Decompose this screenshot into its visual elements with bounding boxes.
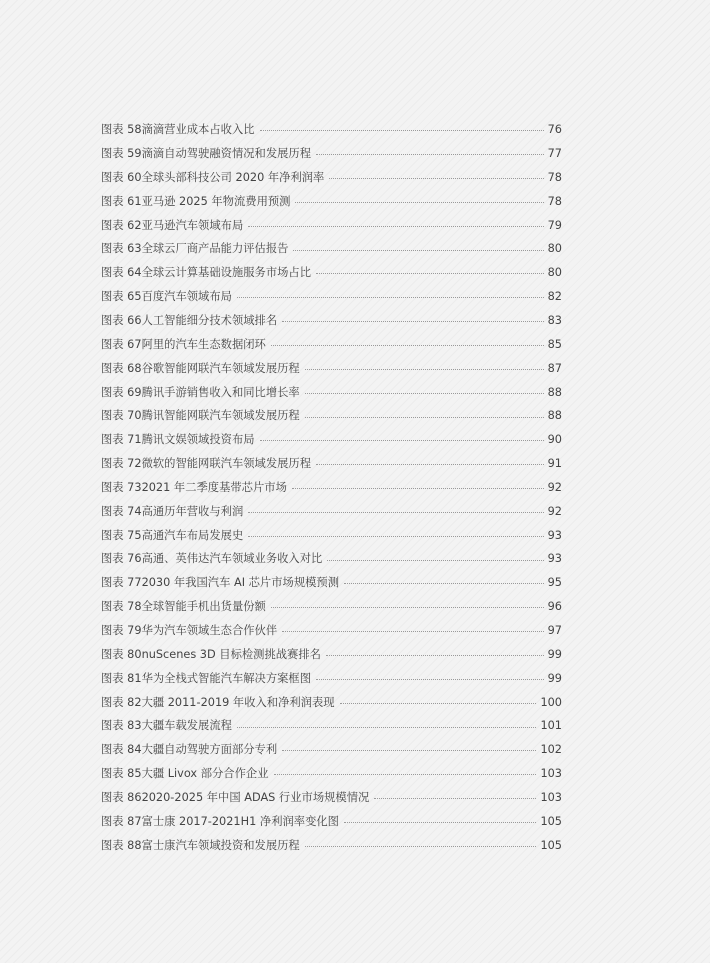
dot-leader xyxy=(305,393,544,394)
dot-leader xyxy=(271,607,544,608)
figure-title: 大疆 2011-2019 年收入和净利润表现 xyxy=(141,695,335,709)
figure-label: 图表 85 xyxy=(101,767,142,781)
figure-label: 图表 79 xyxy=(101,623,142,637)
dot-leader xyxy=(305,417,544,418)
dot-leader xyxy=(374,798,536,799)
page-number: 99 xyxy=(547,647,562,661)
toc-entry[interactable] xyxy=(101,213,562,237)
dot-leader xyxy=(282,631,543,632)
dot-leader xyxy=(316,464,544,465)
page-number: 80 xyxy=(547,242,562,256)
figure-label: 图表 67 xyxy=(101,337,142,351)
page-number: 105 xyxy=(540,814,562,828)
figure-title: 人工智能细分技术领域排名 xyxy=(141,314,278,328)
figure-title: 亚马逊 2025 年物流费用预测 xyxy=(141,194,291,208)
figure-label: 图表 72 xyxy=(101,457,142,471)
dot-leader xyxy=(237,727,536,728)
toc-entry[interactable] xyxy=(101,619,562,643)
figure-label: 图表 64 xyxy=(101,266,142,280)
dot-leader xyxy=(293,250,543,251)
toc-entry[interactable] xyxy=(101,142,562,166)
page-number: 103 xyxy=(540,767,562,781)
toc-entry[interactable] xyxy=(101,762,562,786)
page-number: 105 xyxy=(540,838,562,852)
page-number: 83 xyxy=(547,314,562,328)
dot-leader xyxy=(292,488,544,489)
figure-title: 全球云计算基础设施服务市场占比 xyxy=(141,266,312,280)
toc-entry[interactable] xyxy=(101,595,562,619)
page-number: 78 xyxy=(547,170,562,184)
toc-entry[interactable] xyxy=(101,333,562,357)
page-number: 92 xyxy=(547,504,562,518)
dot-leader xyxy=(248,226,543,227)
page-number: 93 xyxy=(547,528,562,542)
figure-label: 图表 65 xyxy=(101,290,142,304)
page-number: 100 xyxy=(540,695,562,709)
page-number: 78 xyxy=(547,194,562,208)
page-number: 97 xyxy=(547,623,562,637)
toc-entry[interactable] xyxy=(101,547,562,571)
page-number: 79 xyxy=(547,218,562,232)
dot-leader xyxy=(260,440,544,441)
figure-label: 图表 61 xyxy=(101,194,142,208)
figure-label: 图表 82 xyxy=(101,695,142,709)
figure-title: 滴滴营业成本占收入比 xyxy=(141,123,255,137)
figure-label: 图表 70 xyxy=(101,409,142,423)
figure-title: 全球智能手机出货量份额 xyxy=(141,600,266,614)
figure-title: 腾讯智能网联汽车领域发展历程 xyxy=(141,409,300,423)
figure-label: 图表 63 xyxy=(101,242,142,256)
figure-label: 图表 68 xyxy=(101,361,142,375)
figure-title: 大疆车载发展流程 xyxy=(141,719,232,733)
figure-title: 腾讯文娱领域投资布局 xyxy=(141,433,255,447)
toc-entry[interactable] xyxy=(101,738,562,762)
dot-leader xyxy=(282,321,543,322)
figure-label: 图表 87 xyxy=(101,814,142,828)
toc-entry[interactable] xyxy=(101,237,562,261)
toc-entry[interactable] xyxy=(101,786,562,810)
toc-entry[interactable] xyxy=(101,571,562,595)
toc-entry[interactable] xyxy=(101,380,562,404)
figure-label: 图表 80 xyxy=(101,647,142,661)
page-number: 96 xyxy=(547,600,562,614)
toc-entry[interactable] xyxy=(101,285,562,309)
dot-leader xyxy=(316,679,544,680)
figure-title: 华为汽车领域生态合作伙伴 xyxy=(141,623,278,637)
figure-label: 图表 73 xyxy=(101,480,142,494)
figure-title: 高通历年营收与利润 xyxy=(141,504,244,518)
figure-title: 华为全栈式智能汽车解决方案框图 xyxy=(141,671,312,685)
page-number: 77 xyxy=(547,147,562,161)
figure-title: 大疆自动驾驶方面部分专利 xyxy=(141,743,278,757)
toc-entry[interactable] xyxy=(101,118,562,142)
figure-title: 大疆 Livox 部分合作企业 xyxy=(141,767,269,781)
figure-title: 全球头部科技公司 2020 年净利润率 xyxy=(141,170,325,184)
figure-title: 2021 年二季度基带芯片市场 xyxy=(141,480,287,494)
figure-list xyxy=(101,118,562,857)
toc-entry[interactable] xyxy=(101,190,562,214)
toc-entry[interactable] xyxy=(101,643,562,667)
figure-title: 滴滴自动驾驶融资情况和发展历程 xyxy=(141,147,312,161)
figure-label: 图表 84 xyxy=(101,743,142,757)
page-number: 88 xyxy=(547,385,562,399)
figure-title: 亚马逊汽车领域布局 xyxy=(141,218,244,232)
dot-leader xyxy=(340,703,537,704)
figure-label: 图表 74 xyxy=(101,504,142,518)
dot-leader xyxy=(274,774,537,775)
page-number: 76 xyxy=(547,123,562,137)
page-number: 82 xyxy=(547,290,562,304)
figure-title: 百度汽车领域布局 xyxy=(141,290,232,304)
toc-entry[interactable] xyxy=(101,476,562,500)
figure-title: 谷歌智能网联汽车领域发展历程 xyxy=(141,361,300,375)
figure-title: 全球云厂商产品能力评估报告 xyxy=(141,242,289,256)
dot-leader xyxy=(295,202,543,203)
dot-leader xyxy=(248,512,543,513)
page-number: 95 xyxy=(547,576,562,590)
page-number: 85 xyxy=(547,337,562,351)
page-number: 101 xyxy=(540,719,562,733)
toc-entry[interactable] xyxy=(101,428,562,452)
toc-entry[interactable] xyxy=(101,523,562,547)
toc-entry[interactable] xyxy=(101,666,562,690)
figure-label: 图表 81 xyxy=(101,671,142,685)
page-number: 93 xyxy=(547,552,562,566)
figure-title: 微软的智能网联汽车领域发展历程 xyxy=(141,457,312,471)
figure-label: 图表 62 xyxy=(101,218,142,232)
page-number: 87 xyxy=(547,361,562,375)
toc-entry[interactable] xyxy=(101,261,562,285)
dot-leader xyxy=(271,345,544,346)
page-number: 102 xyxy=(540,743,562,757)
page-number: 88 xyxy=(547,409,562,423)
figure-label: 图表 59 xyxy=(101,147,142,161)
figure-label: 图表 66 xyxy=(101,314,142,328)
page-number: 91 xyxy=(547,457,562,471)
figure-title: nuScenes 3D 目标检测挑战赛排名 xyxy=(141,647,321,661)
figure-title: 阿里的汽车生态数据闭环 xyxy=(141,337,266,351)
figure-label: 图表 60 xyxy=(101,170,142,184)
page-number: 80 xyxy=(547,266,562,280)
figure-label: 图表 78 xyxy=(101,600,142,614)
toc-entry[interactable] xyxy=(101,500,562,524)
toc-entry[interactable] xyxy=(101,809,562,833)
figure-label: 图表 75 xyxy=(101,528,142,542)
page-number: 90 xyxy=(547,433,562,447)
figure-label: 图表 83 xyxy=(101,719,142,733)
dot-leader xyxy=(282,750,536,751)
figure-title: 高通、英伟达汽车领域业务收入对比 xyxy=(141,552,323,566)
page-number: 103 xyxy=(540,790,562,804)
figure-title: 2030 年我国汽车 AI 芯片市场规模预测 xyxy=(141,576,340,590)
dot-leader xyxy=(305,846,537,847)
dot-leader xyxy=(305,369,544,370)
dot-leader xyxy=(329,178,543,179)
dot-leader xyxy=(316,273,544,274)
figure-label: 图表 77 xyxy=(101,576,142,590)
dot-leader xyxy=(237,297,544,298)
figure-title: 富士康 2017-2021H1 净利润率变化图 xyxy=(141,814,339,828)
toc-entry[interactable] xyxy=(101,404,562,428)
dot-leader xyxy=(344,822,536,823)
dot-leader xyxy=(344,583,544,584)
page-number: 99 xyxy=(547,671,562,685)
page-number: 92 xyxy=(547,480,562,494)
figure-title: 高通汽车布局发展史 xyxy=(141,528,244,542)
figure-label: 图表 69 xyxy=(101,385,142,399)
dot-leader xyxy=(260,130,544,131)
toc-entry[interactable] xyxy=(101,690,562,714)
toc-entry[interactable] xyxy=(101,356,562,380)
dot-leader xyxy=(326,655,544,656)
toc-entry[interactable] xyxy=(101,452,562,476)
toc-entry[interactable] xyxy=(101,833,562,857)
toc-entry[interactable] xyxy=(101,166,562,190)
figure-label: 图表 86 xyxy=(101,790,142,804)
figure-label: 图表 88 xyxy=(101,838,142,852)
toc-entry[interactable] xyxy=(101,309,562,333)
dot-leader xyxy=(248,536,543,537)
figure-title: 腾讯手游销售收入和同比增长率 xyxy=(141,385,300,399)
dot-leader xyxy=(316,154,544,155)
figure-title: 2020-2025 年中国 ADAS 行业市场规模情况 xyxy=(141,790,370,804)
dot-leader xyxy=(327,560,543,561)
toc-entry[interactable] xyxy=(101,714,562,738)
figure-label: 图表 71 xyxy=(101,433,142,447)
figure-label: 图表 58 xyxy=(101,123,142,137)
figure-label: 图表 76 xyxy=(101,552,142,566)
figure-title: 富士康汽车领域投资和发展历程 xyxy=(141,838,300,852)
